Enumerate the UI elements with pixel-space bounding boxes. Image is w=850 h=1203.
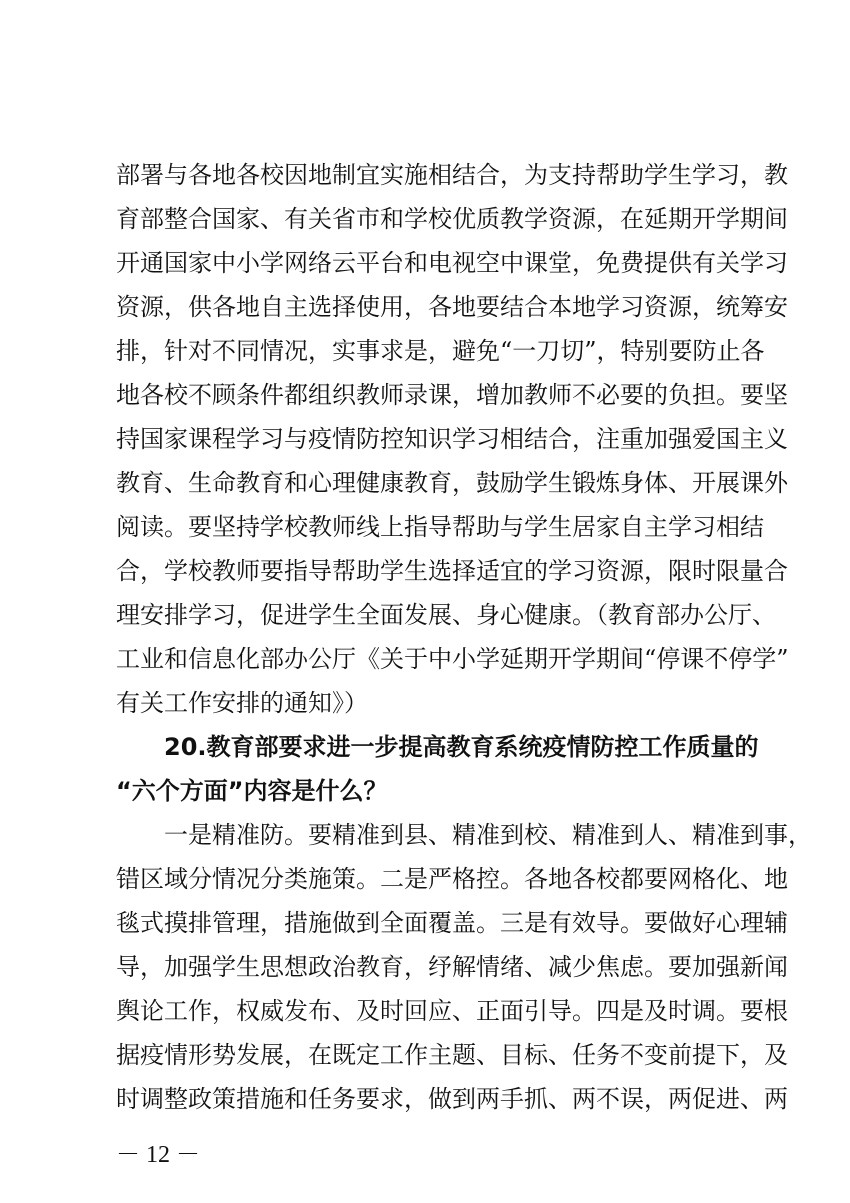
text-line: 阅读。要坚持学校教师线上指导帮助与学生居家自主学习相结 [116,513,764,541]
text-line: 时调整政策措施和任务要求，做到两手抓、两不误，两促进、两 [116,1085,788,1113]
text-line: 部署与各地各校因地制宜实施相结合，为支持帮助学生学习，教 [116,161,788,189]
text-line: 教育、生命教育和心理健康教育，鼓励学生锻炼身体、开展课外 [116,469,788,497]
text-line: 毯式摸排管理，措施做到全面覆盖。三是有效导。要做好心理辅 [116,909,788,937]
question-heading: 20.教育部要求进一步提高教育系统疫情防控工作质量的 [164,733,759,761]
page-number: － 12 － [116,1142,200,1168]
text-line: 错区域分情况分类施策。二是严格控。各地各校都要网格化、地 [116,865,788,893]
text-line: 持国家课程学习与疫情防控知识学习相结合，注重加强爱国主义 [116,425,788,453]
text-line: 育部整合国家、有关省市和学校优质教学资源，在延期开学期间 [116,205,788,233]
text-line: 据疫情形势发展，在既定工作主题、目标、任务不变前提下，及 [116,1041,788,1069]
text-line: 一是精准防。要精准到县、精准到校、精准到人、精准到事， [164,821,812,849]
text-line: 合，学校教师要指导帮助学生选择适宜的学习资源，限时限量合 [116,557,788,585]
text-line: 舆论工作，权威发布、及时回应、正面引导。四是及时调。要根 [116,997,788,1025]
text-line: 开通国家中小学网络云平台和电视空中课堂，免费提供有关学习 [116,249,788,277]
text-line: 排，针对不同情况，实事求是，避免“一刀切”，特别要防止各 [116,337,765,365]
text-line: 有关工作安排的通知》） [116,689,368,717]
text-line: 理安排学习，促进学生全面发展、身心健康。（教育部办公厅、 [116,601,776,629]
text-line: 工业和信息化部办公厅《关于中小学延期开学期间“停课不停学” [116,645,789,673]
text-line: 导，加强学生思想政治教育，纾解情绪、减少焦虑。要加强新闻 [116,953,788,981]
question-heading: “六个方面”内容是什么？ [116,777,388,805]
text-line: 资源，供各地自主选择使用，各地要结合本地学习资源，统筹安 [116,293,788,321]
text-line: 地各校不顾条件都组织教师录课，增加教师不必要的负担。要坚 [116,381,788,409]
